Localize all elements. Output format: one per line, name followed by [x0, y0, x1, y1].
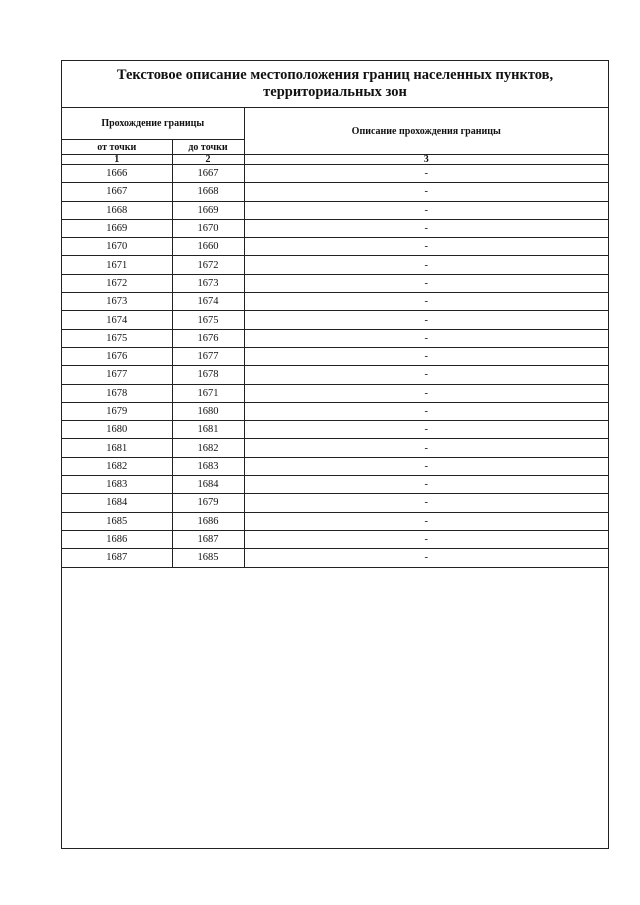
- description-cell: -: [244, 366, 608, 384]
- to-point-cell: 1669: [172, 201, 244, 219]
- description-cell: -: [244, 293, 608, 311]
- to-point-cell: 1677: [172, 347, 244, 365]
- from-point-cell: 1679: [62, 402, 172, 420]
- description-cell: -: [244, 183, 608, 201]
- to-point-cell: 1687: [172, 530, 244, 548]
- table-row: [62, 329, 608, 347]
- table-row: [62, 421, 608, 439]
- header-from-point: от точки: [62, 140, 172, 155]
- description-cell: -: [244, 512, 608, 530]
- column-number-3: 3: [244, 155, 608, 165]
- to-point-cell: 1684: [172, 476, 244, 494]
- table-row: [62, 219, 608, 237]
- to-point-cell: 1682: [172, 439, 244, 457]
- from-point-cell: 1669: [62, 219, 172, 237]
- to-point-cell: 1678: [172, 366, 244, 384]
- to-point-cell: 1667: [172, 165, 244, 183]
- from-point-cell: 1675: [62, 329, 172, 347]
- from-point-cell: 1687: [62, 549, 172, 567]
- to-point-cell: 1671: [172, 384, 244, 402]
- description-cell: -: [244, 530, 608, 548]
- to-point-cell: 1674: [172, 293, 244, 311]
- table-body: [62, 165, 608, 568]
- description-cell: -: [244, 274, 608, 292]
- description-cell: -: [244, 256, 608, 274]
- table-row: [62, 530, 608, 548]
- from-point-cell: 1678: [62, 384, 172, 402]
- table-row: [62, 366, 608, 384]
- table-row: [62, 347, 608, 365]
- table-row: [62, 494, 608, 512]
- header-to-point: до точки: [172, 140, 244, 155]
- table-row: [62, 183, 608, 201]
- table-row: [62, 238, 608, 256]
- to-point-cell: 1676: [172, 329, 244, 347]
- table-row: [62, 439, 608, 457]
- from-point-cell: 1685: [62, 512, 172, 530]
- from-point-cell: 1676: [62, 347, 172, 365]
- table-row: [62, 201, 608, 219]
- to-point-cell: 1680: [172, 402, 244, 420]
- header-boundary-description: Описание прохождения границы: [244, 108, 608, 155]
- boundary-table: [62, 108, 608, 568]
- from-point-cell: 1671: [62, 256, 172, 274]
- from-point-cell: 1674: [62, 311, 172, 329]
- from-point-cell: 1666: [62, 165, 172, 183]
- description-cell: -: [244, 347, 608, 365]
- header-boundary-passage: Прохождение границы: [62, 108, 244, 140]
- description-cell: -: [244, 219, 608, 237]
- from-point-cell: 1667: [62, 183, 172, 201]
- to-point-cell: 1660: [172, 238, 244, 256]
- table-row: [62, 311, 608, 329]
- document-title-line-2: территориальных зон: [263, 84, 407, 100]
- description-cell: -: [244, 402, 608, 420]
- to-point-cell: 1685: [172, 549, 244, 567]
- from-point-cell: 1686: [62, 530, 172, 548]
- to-point-cell: 1668: [172, 183, 244, 201]
- description-cell: -: [244, 311, 608, 329]
- description-cell: -: [244, 201, 608, 219]
- description-cell: -: [244, 494, 608, 512]
- to-point-cell: 1675: [172, 311, 244, 329]
- description-cell: -: [244, 165, 608, 183]
- from-point-cell: 1672: [62, 274, 172, 292]
- table-row: [62, 274, 608, 292]
- to-point-cell: 1670: [172, 219, 244, 237]
- from-point-cell: 1677: [62, 366, 172, 384]
- from-point-cell: 1670: [62, 238, 172, 256]
- table-row: [62, 512, 608, 530]
- table-row: [62, 293, 608, 311]
- description-cell: -: [244, 439, 608, 457]
- table-row: [62, 402, 608, 420]
- table-row: [62, 165, 608, 183]
- to-point-cell: 1683: [172, 457, 244, 475]
- description-cell: -: [244, 238, 608, 256]
- to-point-cell: 1672: [172, 256, 244, 274]
- column-number-1: 1: [62, 155, 172, 165]
- table-row: [62, 457, 608, 475]
- from-point-cell: 1682: [62, 457, 172, 475]
- description-cell: -: [244, 457, 608, 475]
- from-point-cell: 1668: [62, 201, 172, 219]
- column-number-2: 2: [172, 155, 244, 165]
- description-cell: -: [244, 384, 608, 402]
- from-point-cell: 1684: [62, 494, 172, 512]
- description-cell: -: [244, 549, 608, 567]
- table-row: [62, 256, 608, 274]
- table-row: [62, 384, 608, 402]
- description-cell: -: [244, 476, 608, 494]
- to-point-cell: 1673: [172, 274, 244, 292]
- table-row: [62, 476, 608, 494]
- document-frame: [61, 60, 609, 849]
- to-point-cell: 1679: [172, 494, 244, 512]
- document-title-line-1: Текстовое описание местоположения границ населенных пунктов,: [116, 67, 554, 83]
- document-title: [62, 61, 608, 108]
- from-point-cell: 1683: [62, 476, 172, 494]
- description-cell: -: [244, 421, 608, 439]
- from-point-cell: 1681: [62, 439, 172, 457]
- table-row: [62, 549, 608, 567]
- from-point-cell: 1673: [62, 293, 172, 311]
- description-cell: -: [244, 329, 608, 347]
- from-point-cell: 1680: [62, 421, 172, 439]
- to-point-cell: 1681: [172, 421, 244, 439]
- to-point-cell: 1686: [172, 512, 244, 530]
